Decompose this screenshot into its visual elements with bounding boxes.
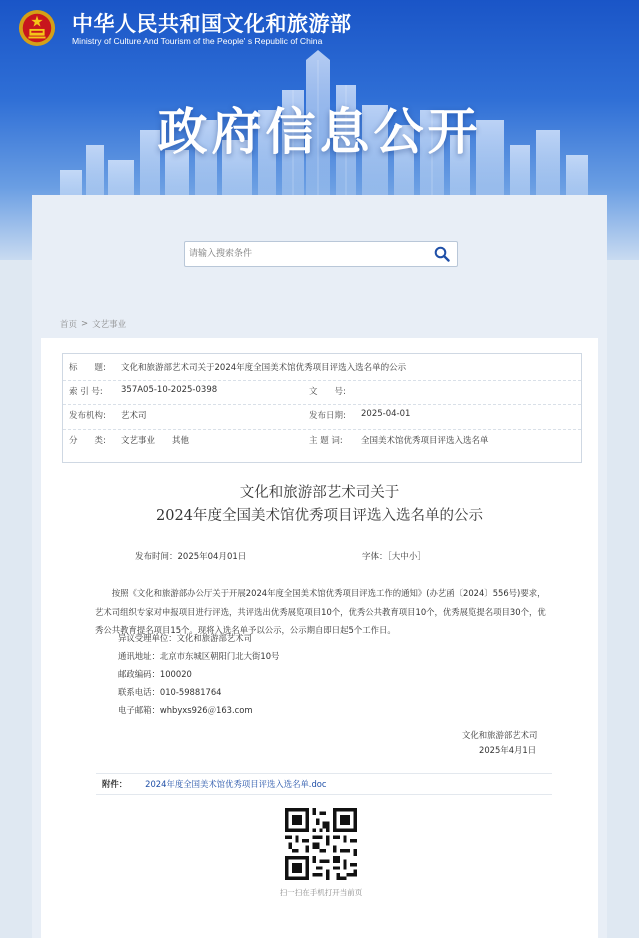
meta-title-label: 标 题: [69,363,106,373]
article-title-line-2: 2024年度全国美术馆优秀项目评选入选名单的公示 [156,508,483,524]
meta-index-value: 357A05-10-2025-0398 [121,385,218,395]
meta-divider [63,429,581,430]
ministry-name-en: Ministry of Culture And Tourism of the People' s Republic of China [72,36,323,46]
font-size-medium-button[interactable]: 中 [400,552,409,562]
search-box [184,241,458,267]
attachment-link[interactable]: 2024年度全国美术馆优秀项目评选入选名单.doc [145,779,327,789]
attachment-label: 附件： [102,779,128,789]
meta-date-value: 2025-04-01 [361,409,411,419]
breadcrumb-home-link[interactable]: 首页 [60,320,78,330]
breadcrumb-current-link[interactable]: 文艺事业 [92,320,127,330]
breadcrumb-separator: > [81,319,89,329]
portal-title: 政府信息公开 [157,103,482,161]
meta-category-label: 分 类: [69,436,106,446]
article-body-paragraph: 按照《文化和旅游部办公厅关于开展2024年度全国美术馆优秀项目评选工作的通知》(办艺函〔2024〕556号)要求，艺术司组织专家对申报项目进行评选，共评选出优秀展览项目10个，优秀公共教育项目10个，优秀展览提名项目30个，优秀公共教育提名项目15个。现将入选名单予以公示，公示期自即日起5个工作日。 [95,588,546,635]
contact-email: 电子邮箱：whbyxs926＠163.com [118,705,253,715]
meta-title-value: 文化和旅游部艺术司关于2024年度全国美术馆优秀项目评选入选名单的公示 [121,363,407,373]
national-emblem-icon [18,9,56,47]
qr-code-icon [285,808,357,880]
font-size-small-button[interactable]: 小 [408,552,418,562]
signature-org: 文化和旅游部艺术司 [462,730,538,740]
meta-subject-value: 全国美术馆优秀项目评选入选名单 [361,436,489,446]
meta-index-label: 索 引 号: [69,387,103,397]
font-size-large-button[interactable]: 大 [391,552,401,562]
meta-divider [63,380,581,381]
meta-org-value: 艺术司 [121,411,147,421]
font-size-bracket-open: ［ [387,552,392,562]
contact-postcode: 邮政编码：100020 [118,669,192,679]
publish-time: 发布时间：2025年04月01日 [135,552,247,562]
meta-org-label: 发布机构: [69,411,106,421]
meta-category-value: 文艺事业 其他 [121,436,190,446]
contact-phone: 联系电话：010-59881764 [118,687,222,697]
meta-docno-label: 文 号: [309,387,346,397]
breadcrumb [60,318,126,330]
font-size-label: 字体： [362,552,388,562]
meta-divider [63,404,581,405]
signature-date: 2025年4月1日 [479,745,537,755]
font-size-bracket-close: ］ [417,552,426,562]
metadata-table [62,353,582,463]
search-button[interactable] [427,242,457,266]
attachment-bar [96,773,552,795]
meta-subject-label: 主 题 词: [309,436,343,446]
contact-address: 通讯地址：北京市东城区朝阳门北大街10号 [118,651,280,661]
search-icon [434,246,450,262]
contact-objection-unit: 异议受理单位：文化和旅游部艺术司 [118,633,252,643]
qr-code-caption: 扫一扫在手机打开当前页 [279,888,363,897]
search-input[interactable] [185,243,427,265]
meta-row-org [63,409,581,431]
font-size-control [362,550,426,562]
article-title-line-1: 文化和旅游部艺术司关于 [239,485,400,501]
meta-row-category [63,434,581,456]
meta-date-label: 发布日期: [309,411,346,421]
ministry-name-cn: 中华人民共和国文化和旅游部 [72,12,352,36]
